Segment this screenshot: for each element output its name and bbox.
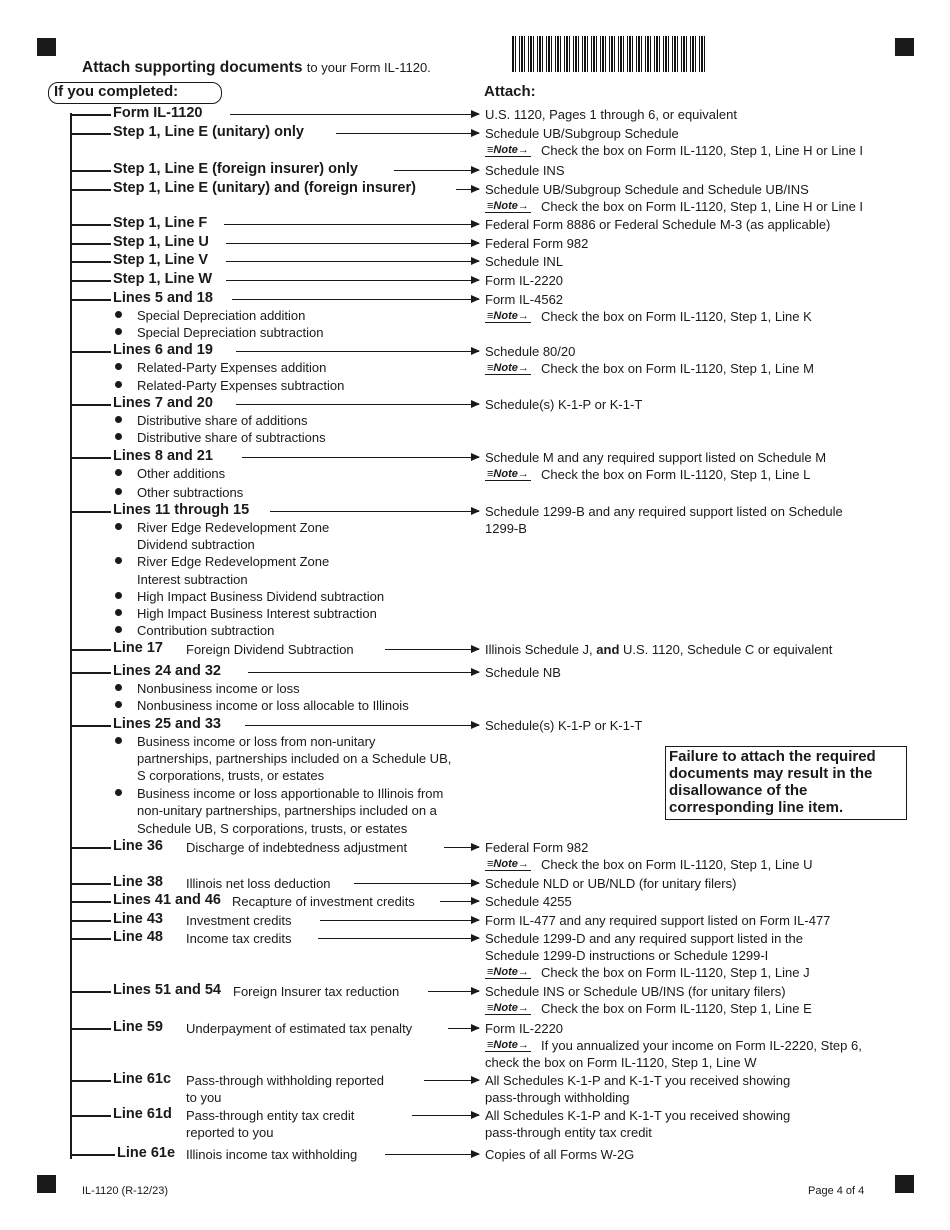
attach-text: Schedule 4255 xyxy=(485,894,572,909)
attach-part: U.S. 1120, Schedule C or equivalent xyxy=(623,642,833,657)
note-text: If you annualized your income on Form IL-2220, Step 6, xyxy=(541,1038,862,1053)
bullet-item: non-unitary partnerships, partnerships included on a xyxy=(137,803,437,818)
bracket-tick xyxy=(70,938,111,940)
arrow xyxy=(385,649,479,650)
attach-text: Form IL-2220 xyxy=(485,273,564,288)
row-label: Line 48 xyxy=(113,929,163,945)
bullet-icon xyxy=(115,609,122,616)
attach-text: Schedule INS or Schedule UB/INS (for unitary filers) xyxy=(485,984,786,999)
bullet-icon xyxy=(115,416,122,423)
attach-text: pass-through withholding xyxy=(485,1090,630,1105)
attach-text: Schedule M and any required support listed on Schedule M xyxy=(485,450,827,465)
bracket-tick xyxy=(70,261,111,263)
note-arrow-icon: → xyxy=(517,468,529,480)
attach-text: Form IL-4562 xyxy=(485,292,564,307)
note-arrow-icon: → xyxy=(517,362,529,374)
warning-box: Failure to attach the required documents may result in the disallowance of the corresponding line item. xyxy=(665,746,907,820)
row-description: Investment credits xyxy=(186,913,292,928)
row-label: Line 59 xyxy=(113,1019,163,1035)
registration-mark xyxy=(37,1175,56,1193)
note-badge xyxy=(485,858,531,871)
row-label: Line 43 xyxy=(113,911,163,927)
row-label: Line 38 xyxy=(113,874,163,890)
note-label: ≡Note xyxy=(487,200,518,212)
row-label: Step 1, Line V xyxy=(113,252,209,268)
right-heading: Attach: xyxy=(484,83,536,100)
note-arrow-icon: → xyxy=(517,858,529,870)
bracket-tick xyxy=(70,1154,115,1156)
bullet-icon xyxy=(115,789,122,796)
bullet-icon xyxy=(115,684,122,691)
arrow xyxy=(248,672,479,673)
attach-text: Schedule 80/20 xyxy=(485,344,576,359)
bracket-tick xyxy=(70,847,111,849)
arrow xyxy=(226,243,479,244)
row-description: reported to you xyxy=(186,1125,274,1140)
note-label: ≡Note xyxy=(487,1039,518,1051)
bullet-icon xyxy=(115,328,122,335)
attach-text xyxy=(485,642,832,657)
bracket-tick xyxy=(70,299,111,301)
note-badge xyxy=(485,468,531,481)
arrow xyxy=(424,1080,479,1081)
row-description: Illinois net loss deduction xyxy=(186,876,331,891)
bracket-tick xyxy=(70,649,111,651)
row-description: Discharge of indebtedness adjustment xyxy=(186,840,408,855)
bullet-icon xyxy=(115,363,122,370)
bullet-item: Other subtractions xyxy=(137,485,244,500)
note-badge xyxy=(485,144,531,157)
bracket-tick xyxy=(70,457,111,459)
bullet-icon xyxy=(115,557,122,564)
attach-text: pass-through entity tax credit xyxy=(485,1125,652,1140)
arrow xyxy=(412,1115,479,1116)
bracket-tick xyxy=(70,133,111,135)
bracket-tick xyxy=(70,1115,111,1117)
note-arrow-icon: → xyxy=(517,966,529,978)
bullet-item: Dividend subtraction xyxy=(137,537,255,552)
arrow xyxy=(245,725,479,726)
attach-text: Federal Form 982 xyxy=(485,236,589,251)
row-label: Lines 24 and 32 xyxy=(113,663,221,679)
row-description: Illinois income tax withholding xyxy=(186,1147,358,1162)
page-number: Page 4 of 4 xyxy=(808,1185,865,1197)
attach-text: Schedule UB/Subgroup Schedule xyxy=(485,126,679,141)
bullet-item: High Impact Business Interest subtraction xyxy=(137,606,377,621)
row-label: Lines 8 and 21 xyxy=(113,448,213,464)
bracket-tick xyxy=(70,224,111,226)
row-label: Line 17 xyxy=(113,640,163,656)
bullet-icon xyxy=(115,433,122,440)
note-label: ≡Note xyxy=(487,858,518,870)
registration-mark xyxy=(895,38,914,56)
note-label: ≡Note xyxy=(487,1002,518,1014)
note-label: ≡Note xyxy=(487,362,518,374)
page-title: Attach supporting documents to your Form IL-1120. xyxy=(82,59,431,76)
arrow xyxy=(224,224,479,225)
attach-text: 1299-B xyxy=(485,521,527,536)
note-arrow-icon: → xyxy=(517,1002,529,1014)
bullet-item: Business income or loss apportionable to Illinois from xyxy=(137,786,444,801)
attach-text: Schedule(s) K-1-P or K-1-T xyxy=(485,718,643,733)
bracket-tick xyxy=(70,1080,111,1082)
attach-part: Illinois Schedule J, xyxy=(485,642,593,657)
bullet-item: Schedule UB, S corporations, trusts, or estates xyxy=(137,821,408,836)
row-description: Underpayment of estimated tax penalty xyxy=(186,1021,413,1036)
arrow xyxy=(448,1028,479,1029)
note-text: Check the box on Form IL-1120, Step 1, Line J xyxy=(541,965,810,980)
note-arrow-icon: → xyxy=(517,310,529,322)
bullet-item: partnerships, partnerships included on a Schedule UB, xyxy=(137,751,452,766)
note-label: ≡Note xyxy=(487,144,518,156)
row-label: Step 1, Line U xyxy=(113,234,209,250)
row-label: Lines 25 and 33 xyxy=(113,716,221,732)
attach-text: Schedule 1299-D and any required support listed in the xyxy=(485,931,803,946)
bracket-tick xyxy=(70,243,111,245)
bullet-item: Business income or loss from non-unitary xyxy=(137,734,376,749)
attach-part: and xyxy=(592,642,624,657)
bracket-tick xyxy=(70,404,111,406)
row-label: Lines 7 and 20 xyxy=(113,395,213,411)
note-badge xyxy=(485,362,531,375)
arrow xyxy=(236,351,479,352)
row-label: Line 61c xyxy=(113,1071,172,1087)
attach-text: Schedule NB xyxy=(485,665,561,680)
row-label: Line 61d xyxy=(113,1106,172,1122)
attach-text: Schedule 1299-B and any required support listed on Schedule xyxy=(485,504,843,519)
bullet-item: High Impact Business Dividend subtraction xyxy=(137,589,385,604)
note-text: Check the box on Form IL-1120, Step 1, Line H or Line I xyxy=(541,143,864,158)
bullet-item: Special Depreciation addition xyxy=(137,308,306,323)
row-description: Pass-through withholding reported xyxy=(186,1073,385,1088)
bracket-tick xyxy=(70,672,111,674)
attach-text: Schedule UB/Subgroup Schedule and Schedule UB/INS xyxy=(485,182,809,197)
attach-text: All Schedules K-1-P and K-1-T you received showing xyxy=(485,1073,791,1088)
arrow xyxy=(336,133,479,134)
row-label: Step 1, Line E (unitary) and (foreign insurer) xyxy=(113,180,416,196)
bullet-icon xyxy=(115,523,122,530)
attach-text: Schedule 1299-D instructions or Schedule 1299-I xyxy=(485,948,769,963)
bracket-tick xyxy=(70,1028,111,1030)
row-description: Foreign Insurer tax reduction xyxy=(233,984,400,999)
row-label: Lines 41 and 46 xyxy=(113,892,221,908)
arrow xyxy=(226,280,479,281)
note-text: Check the box on Form IL-1120, Step 1, Line U xyxy=(541,857,813,872)
attach-text: Federal Form 8886 or Federal Schedule M-3 (as applicable) xyxy=(485,217,831,232)
row-label: Lines 6 and 19 xyxy=(113,342,213,358)
row-description: Pass-through entity tax credit xyxy=(186,1108,355,1123)
arrow xyxy=(270,511,479,512)
row-label: Step 1, Line F xyxy=(113,215,208,231)
row-label: Step 1, Line E (foreign insurer) only xyxy=(113,161,358,177)
bullet-icon xyxy=(115,701,122,708)
note-badge xyxy=(485,1002,531,1015)
bullet-icon xyxy=(115,592,122,599)
note-text: Check the box on Form IL-1120, Step 1, Line K xyxy=(541,309,812,324)
arrow xyxy=(354,883,479,884)
bullet-item: Other additions xyxy=(137,466,226,481)
bullet-item: Distributive share of subtractions xyxy=(137,430,326,445)
arrow xyxy=(318,938,479,939)
bracket-tick xyxy=(70,511,111,513)
note-arrow-icon: → xyxy=(517,144,529,156)
row-label: Line 36 xyxy=(113,838,163,854)
bullet-item: Distributive share of additions xyxy=(137,413,308,428)
attach-text: Schedule NLD or UB/NLD (for unitary filers) xyxy=(485,876,737,891)
bullet-item: River Edge Redevelopment Zone xyxy=(137,520,330,535)
registration-mark xyxy=(37,38,56,56)
bullet-item: Related-Party Expenses addition xyxy=(137,360,327,375)
note-text: Check the box on Form IL-1120, Step 1, Line M xyxy=(541,361,814,376)
bullet-item: Nonbusiness income or loss xyxy=(137,681,300,696)
attach-text: Form IL-477 and any required support listed on Form IL-477 xyxy=(485,913,831,928)
registration-mark xyxy=(895,1175,914,1193)
note-badge xyxy=(485,966,531,979)
note-badge xyxy=(485,1039,531,1052)
row-label: Form IL-1120 xyxy=(113,105,203,121)
bracket-tick xyxy=(70,189,111,191)
arrow xyxy=(444,847,479,848)
bracket-tick xyxy=(70,351,111,353)
attach-text: Schedule INS xyxy=(485,163,565,178)
note-arrow-icon: → xyxy=(517,1039,529,1051)
arrow xyxy=(242,457,479,458)
bracket-tick xyxy=(70,114,111,116)
arrow xyxy=(232,299,479,300)
left-heading: If you completed: xyxy=(54,83,179,100)
bullet-icon xyxy=(115,737,122,744)
arrow xyxy=(236,404,479,405)
bracket-tick xyxy=(70,883,111,885)
row-label: Lines 11 through 15 xyxy=(113,502,250,518)
arrow xyxy=(226,261,479,262)
bullet-item: River Edge Redevelopment Zone xyxy=(137,554,330,569)
row-label: Lines 5 and 18 xyxy=(113,290,213,306)
bullet-item: Special Depreciation subtraction xyxy=(137,325,324,340)
bullet-item: Related-Party Expenses subtraction xyxy=(137,378,345,393)
bullet-icon xyxy=(115,311,122,318)
bracket-tick xyxy=(70,170,111,172)
bracket-tick xyxy=(70,920,111,922)
attach-text: All Schedules K-1-P and K-1-T you received showing xyxy=(485,1108,791,1123)
bullet-icon xyxy=(115,469,122,476)
note-badge xyxy=(485,310,531,323)
bullet-item: S corporations, trusts, or estates xyxy=(137,768,325,783)
arrow xyxy=(394,170,479,171)
arrow xyxy=(428,991,479,992)
note-arrow-icon: → xyxy=(517,200,529,212)
bracket-tick xyxy=(70,280,111,282)
arrow xyxy=(456,189,479,190)
bullet-icon xyxy=(115,488,122,495)
arrow xyxy=(385,1154,479,1155)
row-label: Lines 51 and 54 xyxy=(113,982,221,998)
form-id: IL-1120 (R-12/23) xyxy=(82,1185,169,1197)
bullet-icon xyxy=(115,626,122,633)
row-description: Income tax credits xyxy=(186,931,292,946)
bracket-tick xyxy=(70,901,111,903)
note-text: Check the box on Form IL-1120, Step 1, Line E xyxy=(541,1001,812,1016)
arrow xyxy=(320,920,479,921)
attach-text: Schedule INL xyxy=(485,254,564,269)
attach-text: Schedule(s) K-1-P or K-1-T xyxy=(485,397,643,412)
arrow xyxy=(230,114,479,115)
attach-text: Form IL-2220 xyxy=(485,1021,564,1036)
barcode xyxy=(512,36,708,72)
row-description: Recapture of investment credits xyxy=(232,894,415,909)
row-label: Step 1, Line E (unitary) only xyxy=(113,124,304,140)
note-label: ≡Note xyxy=(487,468,518,480)
attach-text: Federal Form 982 xyxy=(485,840,589,855)
bracket-line xyxy=(70,113,72,1159)
attach-text: Copies of all Forms W-2G xyxy=(485,1147,635,1162)
note-label: ≡Note xyxy=(487,966,518,978)
note-badge xyxy=(485,200,531,213)
bullet-item: Interest subtraction xyxy=(137,572,248,587)
attach-text: U.S. 1120, Pages 1 through 6, or equivalent xyxy=(485,107,737,122)
note-label: ≡Note xyxy=(487,310,518,322)
bullet-icon xyxy=(115,381,122,388)
bullet-item: Contribution subtraction xyxy=(137,623,275,638)
bracket-tick xyxy=(70,991,111,993)
bracket-tick xyxy=(70,725,111,727)
row-label: Step 1, Line W xyxy=(113,271,213,287)
note-text: Check the box on Form IL-1120, Step 1, Line L xyxy=(541,467,811,482)
bullet-item: Nonbusiness income or loss allocable to Illinois xyxy=(137,698,409,713)
note-text: Check the box on Form IL-1120, Step 1, Line H or Line I xyxy=(541,199,864,214)
row-label: Line 61e xyxy=(117,1145,176,1161)
row-description: to you xyxy=(186,1090,222,1105)
row-description: Foreign Dividend Subtraction xyxy=(186,642,354,657)
arrow xyxy=(440,901,479,902)
note-text: check the box on Form IL-1120, Step 1, Line W xyxy=(485,1055,757,1070)
